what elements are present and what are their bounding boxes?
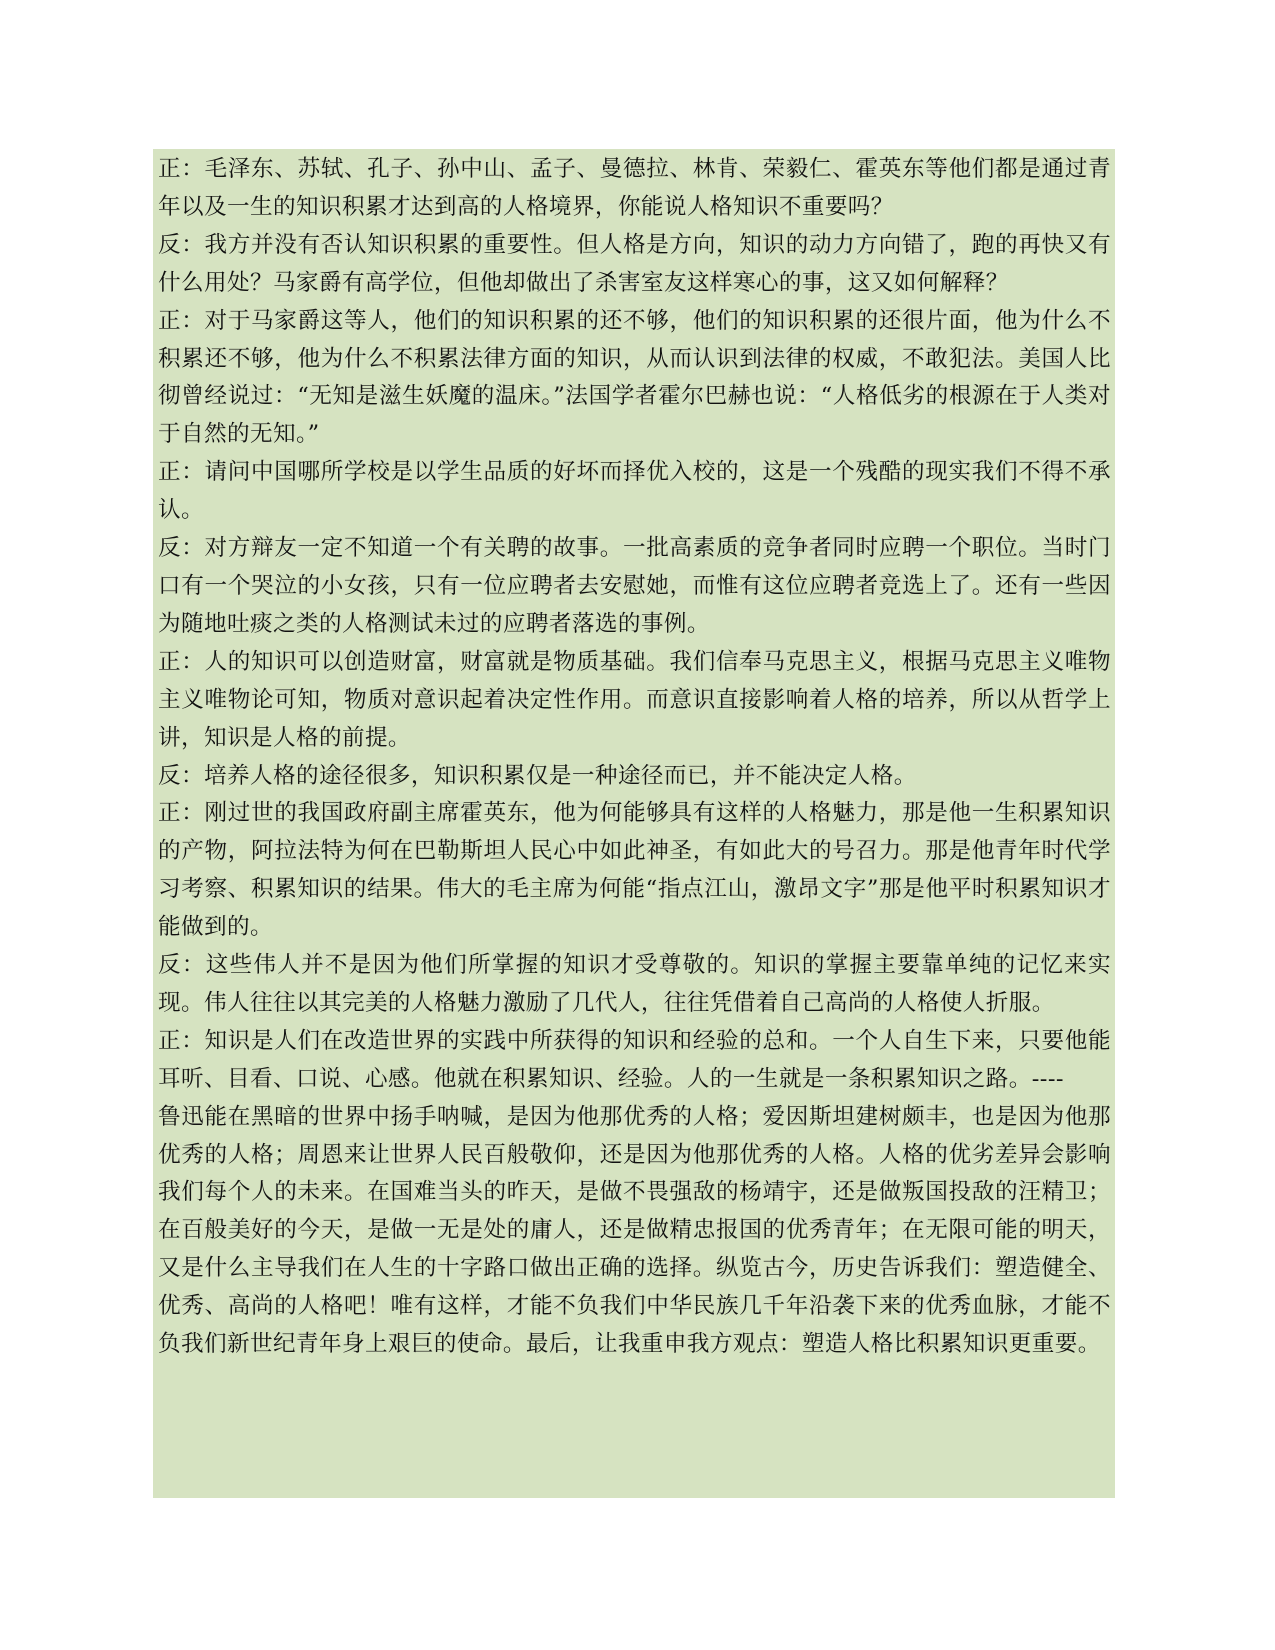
debate-paragraph: 反：对方辩友一定不知道一个有关聘的故事。一批高素质的竞争者同时应聘一个职位。当时门口有一个哭泣的小女孩，只有一位应聘者去安慰她，而惟有这位应聘者竞选上了。还有一些因为随地吐痰之类的人格测试未过的应聘者落选的事例。	[158, 535, 1111, 637]
debate-paragraph: 正：对于马家爵这等人，他们的知识积累的还不够，他们的知识积累的还很片面，他为什么不积累还不够，他为什么不积累法律方面的知识，从而认识到法律的权威，不敢犯法。美国人比彻曾经说过：“无知是滋生妖魔的温床。”法国学者霍尔巴赫也说：“人格低劣的根源在于人类对于自然的无知。”	[158, 307, 1111, 448]
debate-paragraph: 反：这些伟人并不是因为他们所掌握的知识才受尊敬的。知识的掌握主要靠单纯的记忆来实现。伟人往往以其完美的人格魅力激励了几代人，往往凭借着自己高尚的人格使人折服。	[158, 952, 1111, 1016]
debate-paragraph: 反：培养人格的途径很多，知识积累仅是一种途径而已，并不能决定人格。	[158, 762, 917, 789]
debate-paragraph: 正：刚过世的我国政府副主席霍英东，他为何能够具有这样的人格魅力，那是他一生积累知识的产物，阿拉法特为何在巴勒斯坦人民心中如此神圣，有如此大的号召力。那是他青年时代学习考察、积累知识的结果。伟大的毛主席为何能“指点江山，激昂文字”那是他平时积累知识才能做到的。	[158, 800, 1111, 941]
debate-paragraph: 反：我方并没有否认知识积累的重要性。但人格是方向，知识的动力方向错了，跑的再快又有什么用处？马家爵有高学位，但他却做出了杀害室友这样寒心的事，这又如何解释？	[158, 231, 1111, 296]
debate-paragraph: 正：知识是人们在改造世界的实践中所获得的知识和经验的总和。一个人自生下来，只要他能耳听、目看、口说、心感。他就在积累知识、经验。人的一生就是一条积累知识之路。----	[158, 1027, 1111, 1092]
highlighted-text-block	[153, 149, 1115, 1498]
debate-paragraph: 正：毛泽东、苏轼、孔子、孙中山、孟子、曼德拉、林肯、荣毅仁、霍英东等他们都是通过青年以及一生的知识积累才达到高的人格境界，你能说人格知识不重要吗？	[158, 156, 1111, 220]
debate-paragraph: 正：请问中国哪所学校是以学生品质的好坏而择优入校的，这是一个残酷的现实我们不得不承认。	[158, 459, 1111, 524]
debate-paragraph: 正：人的知识可以创造财富，财富就是物质基础。我们信奉马克思主义，根据马克思主义唯物主义唯物论可知，物质对意识起着决定性作用。而意识直接影响着人格的培养，所以从哲学上讲，知识是人格的前提。	[158, 648, 1111, 751]
closing-statement-paragraph: 鲁迅能在黑暗的世界中扬手呐喊，是因为他那优秀的人格；爱因斯坦建树颇丰，也是因为他那优秀的人格；周恩来让世界人民百般敬仰，还是因为他那优秀的人格。人格的优劣差异会影响我们每个人的未来。在国难当头的昨天，是做不畏强敌的杨靖宇，还是做叛国投敌的汪精卫；在百般美好的今天，是做一无是处的庸人，还是做精忠报国的优秀青年；在无限可能的明天，又是什么主导我们在人生的十字路口做出正确的选择。纵览古今，历史告诉我们：塑造健全、优秀、高尚的人格吧！唯有这样，才能不负我们中华民族几千年沿袭下来的优秀血脉，才能不负我们新世纪青年身上艰巨的使命。最后，让我重申我方观点：塑造人格比积累知识更重要。	[158, 1103, 1111, 1358]
